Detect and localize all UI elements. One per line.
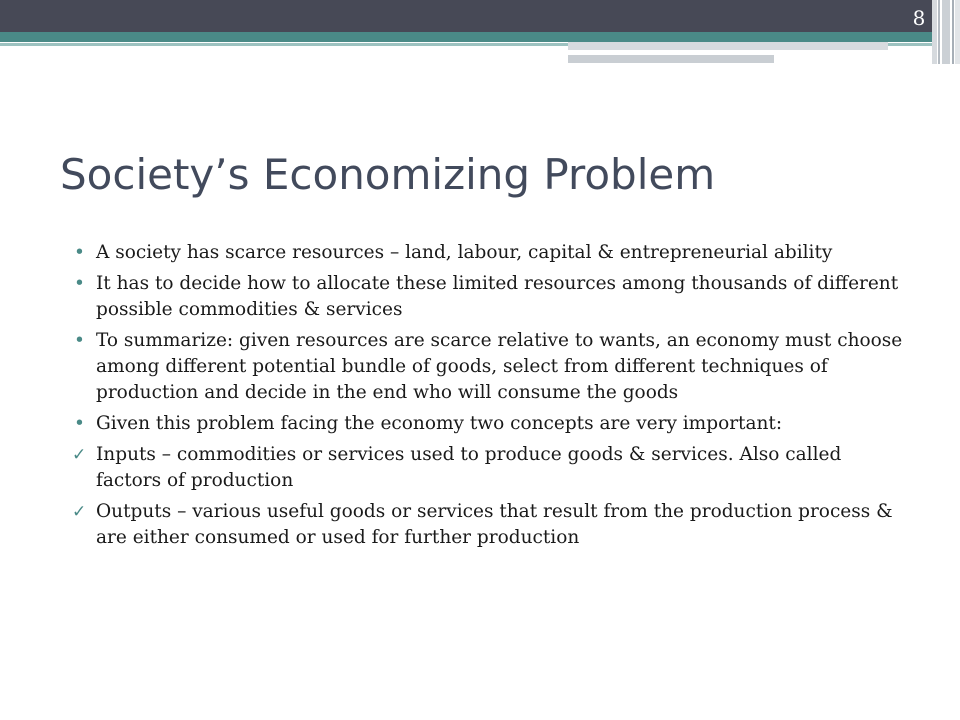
bullet-item xyxy=(74,328,910,406)
bullet-item xyxy=(74,240,910,266)
header-accent-band xyxy=(0,32,932,42)
side-stripe xyxy=(952,0,954,64)
header-divider-line xyxy=(568,51,888,53)
check-item xyxy=(74,499,910,551)
checkmark-icon: ✓ xyxy=(72,445,87,465)
side-stripe xyxy=(938,0,940,64)
bullet-dot-icon: • xyxy=(74,273,85,294)
bullet-text: Outputs – various useful goods or services that result from the production process & are either consumed or used for further production xyxy=(96,501,893,548)
side-stripe xyxy=(955,0,960,64)
slide-title: Society’s Economizing Problem xyxy=(60,150,716,199)
bullet-item xyxy=(74,411,910,437)
checkmark-icon: ✓ xyxy=(72,502,87,522)
header-bar xyxy=(0,0,932,32)
check-item xyxy=(74,442,910,494)
bullet-item xyxy=(74,271,910,323)
bullet-dot-icon: • xyxy=(74,330,85,351)
bullet-text: A society has scarce resources – land, labour, capital & entrepreneurial ability xyxy=(96,242,833,263)
bullet-dot-icon: • xyxy=(74,413,85,434)
bullet-text: Inputs – commodities or services used to produce goods & services. Also called factors of production xyxy=(96,444,842,491)
header-grey-strip xyxy=(568,42,888,50)
bullet-text: To summarize: given resources are scarce relative to wants, an economy must choose among different potential bundle of goods, select from different techniques of production and decide in the end who will consume the goods xyxy=(96,330,903,403)
header-grey-strip-short xyxy=(568,55,774,63)
side-stripe xyxy=(942,0,950,64)
bullet-text: It has to decide how to allocate these limited resources among thousands of different possible commodities & services xyxy=(96,273,899,320)
bullet-list xyxy=(74,240,910,556)
bullet-text: Given this problem facing the economy two concepts are very important: xyxy=(96,413,783,434)
slide-number: 8 xyxy=(912,6,926,30)
bullet-dot-icon: • xyxy=(74,242,85,263)
